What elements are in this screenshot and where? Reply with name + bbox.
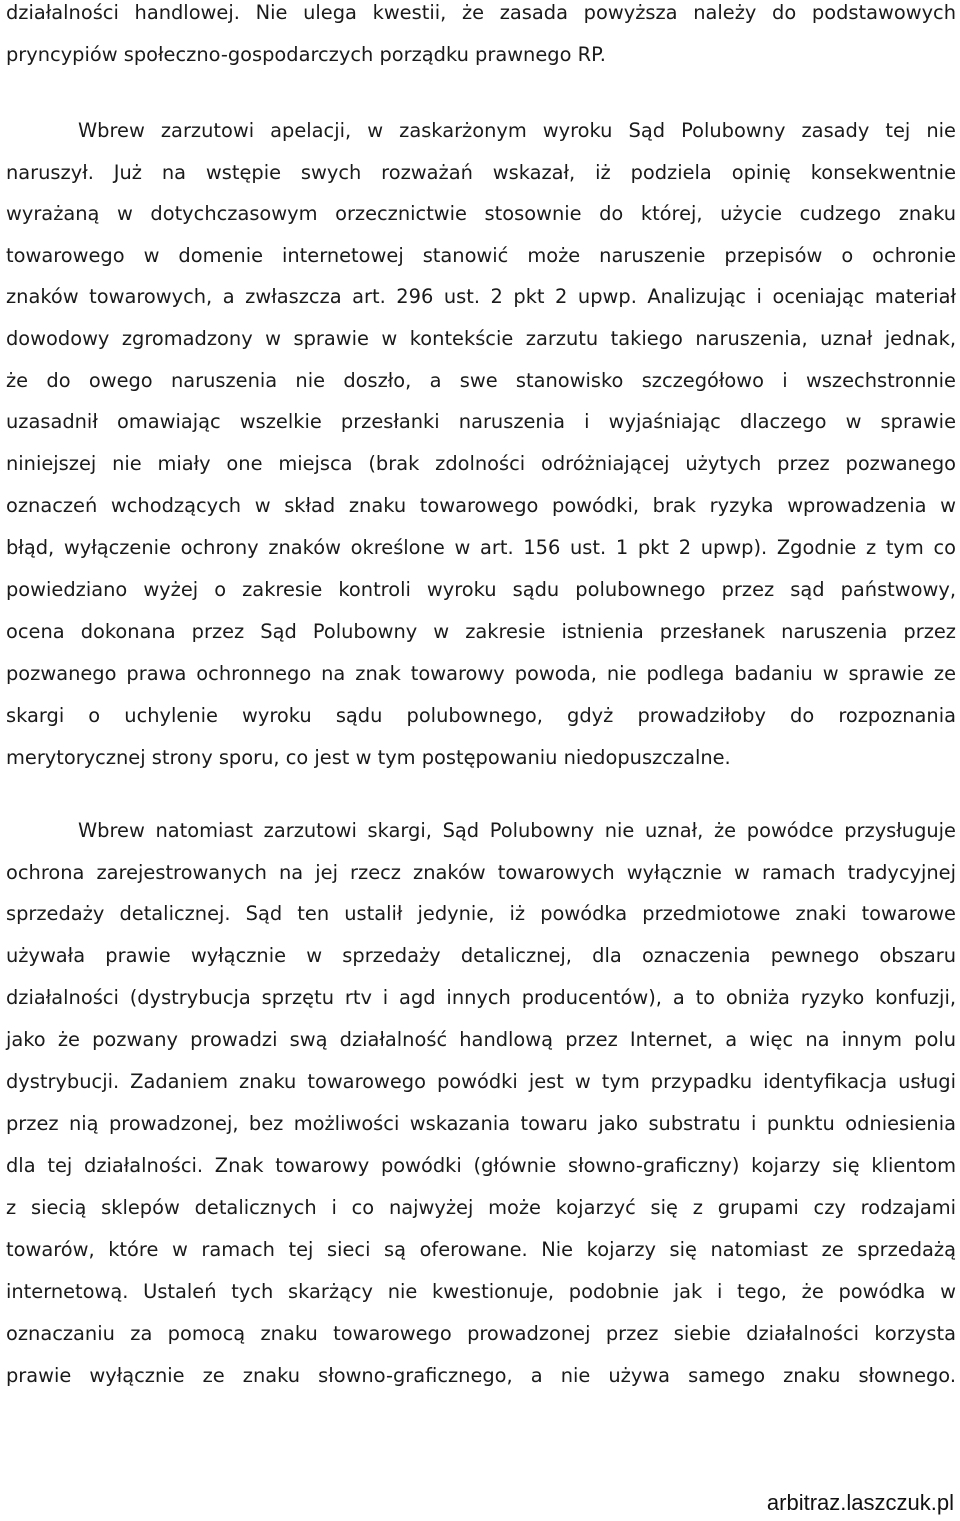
text-line: oznaczaniu za pomocą znaku towarowego prowadzonej przez siebie działalności korzysta	[6, 1322, 956, 1345]
text-line: towarowego w domenie internetowej stanowić może naruszenie przepisów o ochronie	[6, 244, 956, 267]
text-line: wyrażaną w dotychczasowym orzecznictwie stosownie do której, użycie cudzego znaku	[6, 202, 956, 225]
text-line: towarów, które w ramach tej sieci są oferowane. Nie kojarzy się natomiast ze sprzedażą	[6, 1238, 956, 1261]
footer-source-link[interactable]: arbitraz.laszczuk.pl	[766, 1490, 954, 1515]
text-line: ocena dokonana przez Sąd Polubowny w zakresie istnienia przesłanek naruszenia przez	[6, 620, 956, 643]
text-line: sprzedaży detalicznej. Sąd ten ustalił jedynie, iż powódka przedmiotowe znaki towarowe	[6, 902, 956, 925]
text-line: dystrybucji. Zadaniem znaku towarowego powódki jest w tym przypadku identyfikacja usługi	[6, 1070, 956, 1093]
text-line: niniejszej nie miały one miejsca (brak zdolności odróżniającej użytych przez pozwanego	[6, 452, 956, 475]
text-line: prawie wyłącznie ze znaku słowno-graficznego, a nie używa samego znaku słownego.	[6, 1364, 956, 1387]
text-line: skargi o uchylenie wyroku sądu polubownego, gdyż prowadziłoby do rozpoznania	[6, 704, 956, 727]
text-line: pryncypiów społeczno-gospodarczych porządku prawnego RP.	[6, 43, 606, 66]
text-line: uzasadnił omawiając wszelkie przesłanki naruszenia i wyjaśniając dlaczego w sprawie	[6, 410, 956, 433]
text-line: przez nią prowadzonej, bez możliwości wskazania towaru jako substratu i punktu odniesienia	[6, 1112, 956, 1135]
text-line: jako że pozwany prowadzi swą działalność handlową przez Internet, a więc na innym polu	[6, 1028, 956, 1051]
text-line: powiedziano wyżej o zakresie kontroli wyroku sądu polubownego przez sąd państwowy,	[6, 578, 956, 601]
text-line: dla tej działalności. Znak towarowy powódki (głównie słowno-graficzny) kojarzy się klientom	[6, 1154, 956, 1177]
paragraph-start-line: Wbrew natomiast zarzutowi skargi, Sąd Polubowny nie uznał, że powódce przysługuje	[78, 819, 956, 842]
text-line: używała prawie wyłącznie w sprzedaży detalicznej, dla oznaczenia pewnego obszaru	[6, 944, 956, 967]
text-line: pozwanego prawa ochronnego na znak towarowy powoda, nie podlega badaniu w sprawie ze	[6, 662, 956, 685]
text-line: działalności (dystrybucja sprzętu rtv i agd innych producentów), a to obniża ryzyko konfuzji,	[6, 986, 956, 1009]
text-line: merytorycznej strony sporu, co jest w tym postępowaniu niedopuszczalne.	[6, 746, 731, 769]
text-line: naruszył. Już na wstępie swych rozważań wskazał, iż podziela opinię konsekwentnie	[6, 161, 956, 184]
text-line: ochrona zarejestrowanych na jej rzecz znaków towarowych wyłącznie w ramach tradycyjnej	[6, 861, 956, 884]
text-line: z siecią sklepów detalicznych i co najwyżej może kojarzyć się z grupami czy rodzajami	[6, 1196, 956, 1219]
text-line: działalności handlowej. Nie ulega kwestii, że zasada powyższa należy do podstawowych	[6, 1, 956, 24]
text-line: znaków towarowych, a zwłaszcza art. 296 ust. 2 pkt 2 upwp. Analizując i oceniając materiał	[6, 285, 956, 308]
text-line: internetową. Ustaleń tych skarżący nie kwestionuje, podobnie jak i tego, że powódka w	[6, 1280, 956, 1303]
text-line: oznaczeń wchodzących w skład znaku towarowego powódki, brak ryzyka wprowadzenia w	[6, 494, 956, 517]
text-line: dowodowy zgromadzony w sprawie w kontekście zarzutu takiego naruszenia, uznał jednak,	[6, 327, 956, 350]
text-line: błąd, wyłączenie ochrony znaków określone w art. 156 ust. 1 pkt 2 upwp). Zgodnie z tym co	[6, 536, 956, 559]
text-line: że do owego naruszenia nie doszło, a swe stanowisko szczegółowo i wszechstronnie	[6, 369, 956, 392]
paragraph-start-line: Wbrew zarzutowi apelacji, w zaskarżonym wyroku Sąd Polubowny zasady tej nie	[78, 119, 956, 142]
